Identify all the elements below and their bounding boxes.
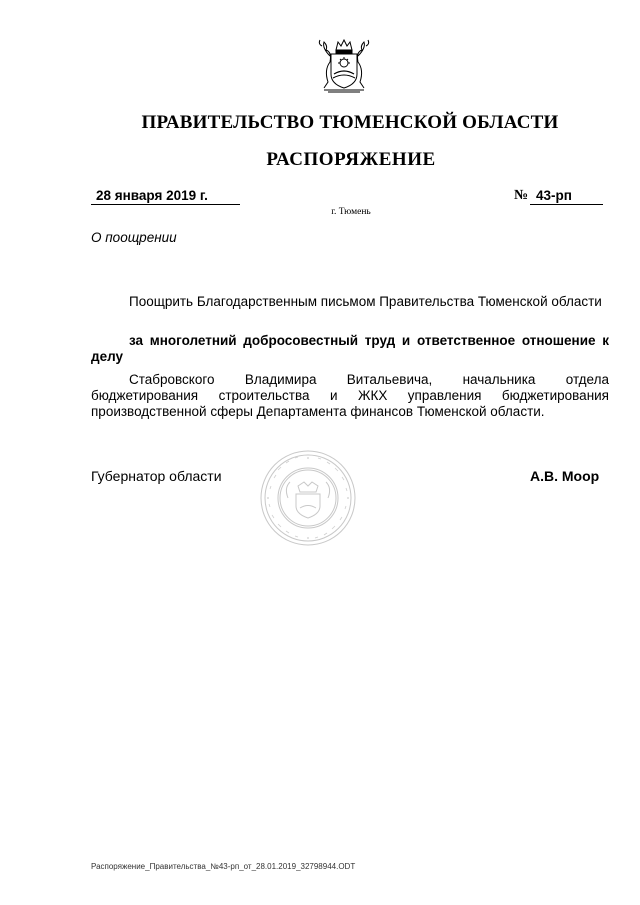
document-date: 28 января 2019 г. [96, 188, 208, 203]
body-reason: за многолетний добросовестный труд и ответственное отношение к делу [91, 333, 609, 364]
document-number: 43-рп [536, 188, 572, 203]
number-underline [530, 204, 603, 205]
document-type: РАСПОРЯЖЕНИЕ [266, 149, 436, 170]
number-label: № [514, 188, 529, 203]
organization-title: ПРАВИТЕЛЬСТВО ТЮМЕНСКОЙ ОБЛАСТИ [141, 112, 559, 133]
signatory-title: Губернатор области [91, 468, 222, 484]
body-person: Стабровского Владимира Витальевича, начальника отдела бюджетирования строительства и ЖКХ управления бюджетирования производственной сферы Департамента финансов Тюменской области. [91, 372, 609, 419]
city-line: г. Тюмень [331, 207, 371, 217]
body-intro: Поощрить Благодарственным письмом Правительства Тюменской области [129, 294, 602, 309]
date-underline [91, 204, 240, 205]
signatory-name: А.В. Моор [530, 468, 600, 484]
footer-filename: Распоряжение_Правительства_№43-рп_от_28.01.2019_32798944.ODT [91, 862, 356, 871]
document-subject: О поощрении [91, 230, 177, 245]
seal-icon [258, 448, 358, 548]
coat-of-arms-icon [302, 36, 386, 96]
